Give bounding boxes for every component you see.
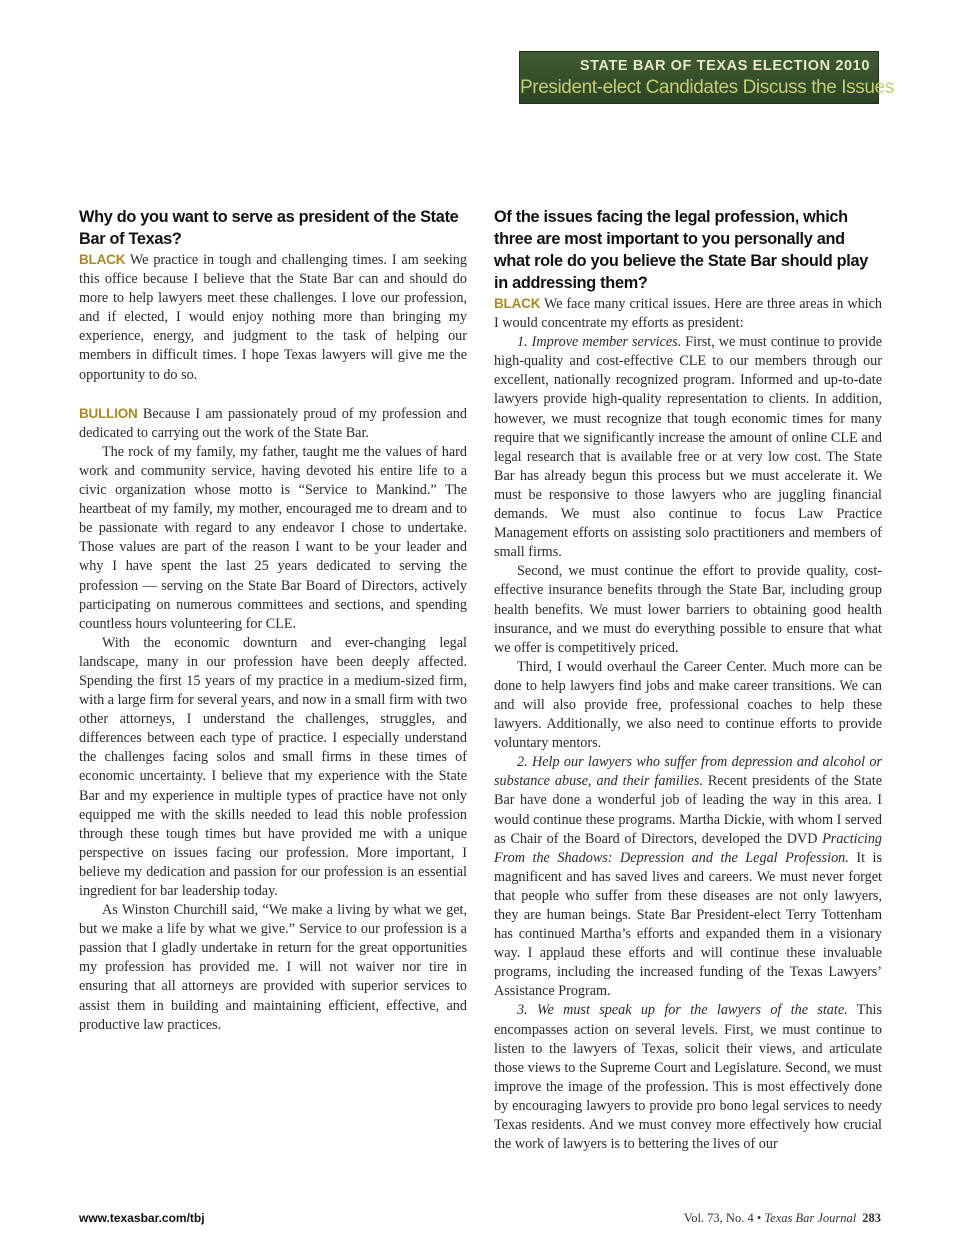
black-tag: BLACK — [79, 252, 126, 267]
issue-3-title: 3. We must speak up for the lawyers of the state. — [517, 1002, 848, 1019]
page-footer — [79, 1211, 881, 1227]
black-issues-intro — [494, 294, 882, 333]
election-banner — [519, 51, 894, 104]
issue-2-title: 2. Help our lawyers who suffer from depression and alcohol or substance abuse, and their families. — [494, 754, 882, 790]
footer-url-link[interactable]: www.texasbar.com/tbj — [79, 1211, 205, 1225]
footer-issue-info — [684, 1211, 881, 1226]
right-column — [494, 206, 882, 1154]
paragraph-career-center: Third, I would overhaul the Career Center. Much more can be done to help lawyers find jobs and make career transitions. We can and will also provide free, professional coaches to help these lawyers. Additionally, we also need to continue efforts to provide voluntary mentors. — [494, 658, 882, 752]
issue-3-text: This encompasses action on several levels. First, we must continue to listen to the lawyers of Texas, solicit their views, and articulate those views to the Supreme Court and Legislature. Second, we must improve the image of the profession. This is most effectively done by encouraging lawyers to provide pro bono legal services to needy Texas residents. And we must convey more effectively how crucial the work of lawyers is to bettering the lives of our — [494, 1002, 883, 1153]
issue-2-text-a: Recent presidents of the State Bar have done a wonderful job of leading the way in this area. I would continue these programs. Martha Dickie, with whom I served as Chair of the Board of Directors, developed the DVD — [494, 773, 882, 847]
banner-subtitle: President-elect Candidates Discuss the Issues — [520, 77, 894, 98]
black-issues-intro-text: We face many critical issues. Here are three areas in which I would concentrate my efforts as president: — [494, 296, 882, 332]
issue-1-title: 1. Improve member services. — [517, 334, 682, 351]
footer-volume: Vol. 73, No. 4 • — [683, 1211, 762, 1225]
paragraph-insurance: Second, we must continue the effort to provide quality, cost-effective insurance benefits through the State Bar, including group health benefits. We must lower barriers to obtaining good health insurance, and we must do everything possible to ensure that what we offer is competitively priced. — [494, 563, 882, 656]
dvd-title: Practicing From the Shadows: Depression and the Legal Profession. — [494, 830, 883, 866]
issue-1-text: First, we must continue to provide high-quality and cost-effective CLE to our members through our excellent, nationally recognized program. Informed and up-to-date lawyers provide high-quality representation to clients. In addition, however, we must recognize that tough economic times for many require that we significantly increase the amount of online CLE and legal research that is available free or at very low cost. The State Bar has already begun this process but we must accelerate it. We must be responsive to those lawyers who are juggling financial demands. We must also continue to focus Law Practice Management efforts on assisting solo practitioners and members of small firms. — [494, 334, 883, 561]
bullion-answer-text: Because I am passionately proud of my profession and dedicated to carrying out the work of the State Bar. — [79, 405, 467, 441]
footer-journal-name: Texas Bar Journal — [764, 1211, 857, 1225]
black-tag: BLACK — [494, 296, 541, 311]
issue-speak-up — [494, 1001, 882, 1154]
issue-depression — [494, 753, 882, 1001]
bullion-tag: BULLION — [79, 405, 138, 421]
question-why-serve: Why do you want to serve as president of the State Bar of Texas? — [79, 208, 459, 248]
black-answer-text: We practice in tough and challenging times. I am seeking this office because I believe that the State Bar can and should do more to help lawyers meet these challenges. I love our profession, and if elected, I would enjoy nothing more than bringing my experience, energy, and judgment to the task of helping our members in difficult times. I hope Texas lawyers will give me the opportunity to do so. — [79, 252, 467, 383]
bullion-paragraph-economy: With the economic downturn and ever-changing legal landscape, many in our profession have been deeply affected. Spending the first 15 years of my practice in a medium-sized firm, with a large firm for several years, and now in a small firm with two other attorneys, I understand the challenges, struggles, and differences between each type of practice. I especially understand the challenges facing solos and small firms in these times of economic uncertainty. I believe that my experience with the State Bar and my experience in multiple types of practice have not only equipped me with the skills needed to lead this noble profession through these tough times but have provided me with a unique perspective on issues facing our profession. More important, I believe my dedication and passion for our profession is an essential ingredient for bar leadership today. — [79, 634, 467, 899]
issue-member-services — [494, 333, 882, 562]
question-issues: Of the issues facing the legal profession, which three are most important to you personally and what role do you believe the State Bar should play in addressing them? — [494, 208, 869, 292]
issue-2-text-b: It is magnificent and has saved lives and careers. We must never forget that people who suffer from these diseases are not only lawyers, they are human beings. State Bar President-elect Terry Tottenham has continued Martha’s efforts and expanded them in a visionary way. I applaud these efforts and will continue these invaluable programs, including the increased funding of the Texas Lawyers’ Assistance Program. — [494, 849, 882, 1000]
bullion-paragraph-family: The rock of my family, my father, taught me the values of hard work and community service, having devoted his entire life to a civic organization whose motto is “Service to Mankind.” The heartbeat of my family, my mother, encouraged me to dream and to be passionate with regard to any endeavor I chose to undertake. Those values are part of the reason I want to be your leader and why I have spent the last 25 years dedicated to serving the profession — serving on the State Bar Board of Directors, actively participating on numerous committees and sections, and spending countless hours volunteering for CLE. — [79, 443, 467, 632]
bullion-answer — [79, 404, 467, 443]
page-number: 283 — [862, 1211, 881, 1225]
banner-title: STATE BAR OF TEXAS ELECTION 2010 — [579, 58, 870, 74]
bullion-paragraph-churchill: As Winston Churchill said, “We make a living by what we get, but we make a life by what we give.” Service to our profession is a passion that I gladly undertake in return for the great opportunities my profession has provided me. I will not waiver nor tire in ensuring that all attorneys are provided with superior services to assist them in building and maintaining efficient, effective, and productive law practices. — [79, 902, 467, 1033]
left-column — [79, 206, 467, 1035]
black-answer — [79, 250, 467, 385]
